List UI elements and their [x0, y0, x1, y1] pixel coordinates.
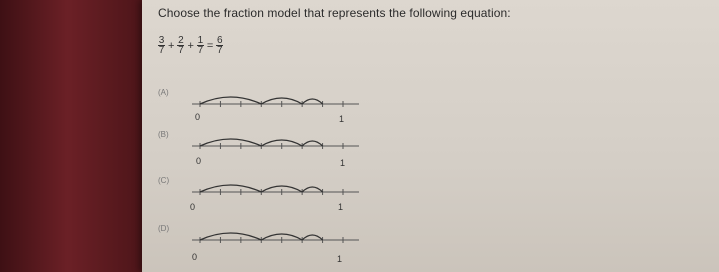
one-label: 1	[340, 158, 346, 168]
fraction-term: $\frac{1}{7}$	[197, 35, 204, 56]
zero-label: 0	[192, 252, 198, 262]
fraction-result: $\frac{6}{7}$	[217, 35, 223, 56]
choice-tag: (C)	[158, 176, 170, 185]
zero-label: 0	[195, 112, 201, 122]
one-label: 1	[339, 114, 345, 124]
one-label: 1	[337, 254, 343, 264]
choice-tag: (A)	[158, 88, 169, 97]
desk-background	[0, 0, 150, 272]
equals-sign: =	[206, 39, 214, 52]
jump-arc	[302, 235, 322, 240]
jump-arc	[200, 233, 261, 240]
plus-sign: +	[168, 39, 175, 52]
worksheet-paper	[142, 0, 719, 272]
fraction-term: $\frac{3}{7}$	[158, 35, 165, 56]
jump-arc	[200, 97, 261, 104]
number-line	[180, 130, 400, 156]
jump-arc	[200, 139, 261, 146]
jump-arc	[302, 99, 322, 104]
number-line	[180, 176, 400, 202]
jump-arc	[302, 141, 322, 146]
plus-sign: +	[187, 39, 194, 52]
one-label: 1	[338, 202, 344, 212]
equation	[158, 36, 223, 55]
jump-arc	[302, 187, 322, 192]
choice-tag: (B)	[158, 130, 169, 139]
number-line	[180, 224, 400, 250]
zero-label: 0	[190, 202, 196, 212]
question-text: Choose the fraction model that represents the following equation:	[158, 6, 511, 20]
jump-arc	[200, 185, 261, 192]
choice-tag: (D)	[158, 224, 170, 233]
zero-label: 0	[196, 156, 202, 166]
number-line	[180, 88, 400, 114]
fraction-term: $\frac{2}{7}$	[178, 35, 184, 56]
